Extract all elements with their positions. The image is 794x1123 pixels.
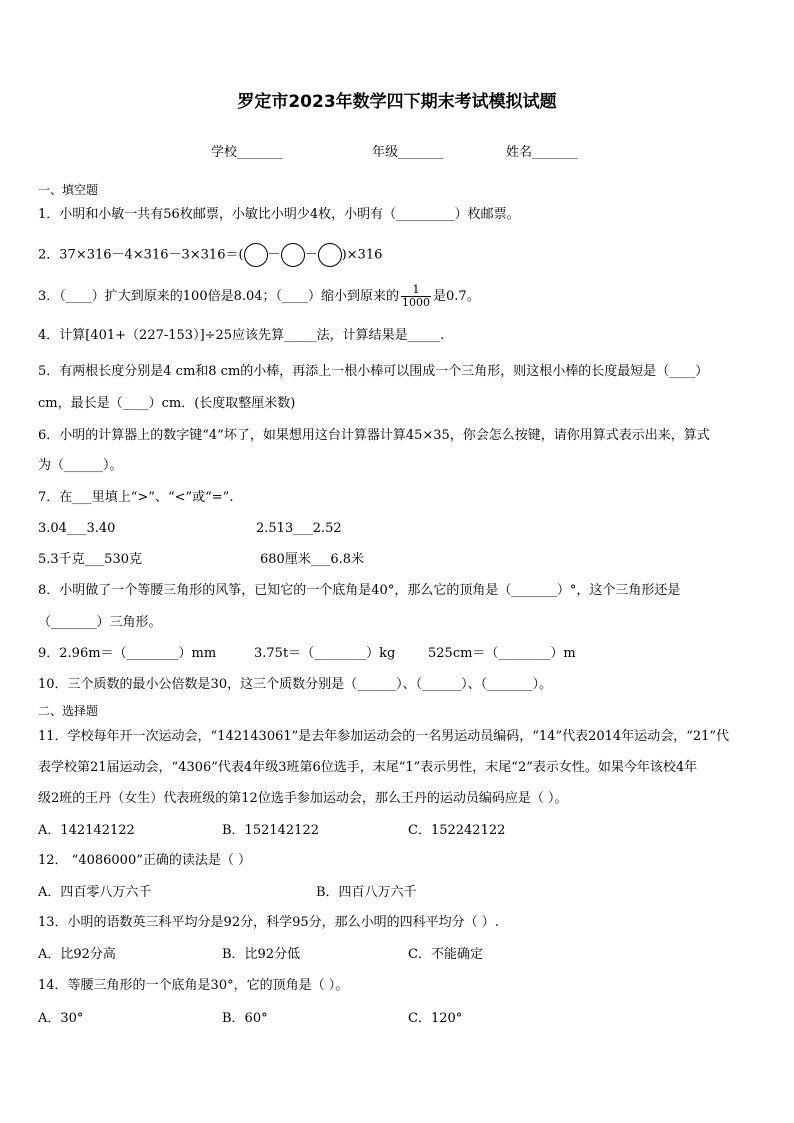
question-14-option-a: A．30° <box>38 1011 84 1026</box>
page-title: 罗定市2023年数学四下期末考试模拟试题 <box>237 92 557 112</box>
section-heading-fill-in: 一、填空题 <box>38 183 99 197</box>
question-6-line-2: 为（______）。 <box>38 458 123 473</box>
question-10: 10．三个质数的最小公倍数是30，这三个质数分别是（______）、（______）、（_______）。 <box>38 677 553 692</box>
question-12-option-b: B．四百八万六千 <box>316 885 417 900</box>
answer-circle-1 <box>244 243 268 267</box>
question-11-option-b: B．152142122 <box>222 823 319 838</box>
question-13-option-c: C．不能确定 <box>408 947 483 962</box>
question-8-line-1: 8．小明做了一个等腰三角形的风筝，已知它的一个底角是40°，那么它的顶角是（_______）°，这个三角形还是 <box>38 583 681 598</box>
question-11-line-1: 11．学校每年开一次运动会，“142143061”是去年参加运动会的一名男运动员编码，“14”代表2014年运动会，“21”代 <box>38 729 730 744</box>
fraction <box>401 284 431 309</box>
question-7-item-d: 680厘米___6.8米 <box>260 552 364 567</box>
question-2 <box>38 243 382 267</box>
school-field: 学校_______ <box>211 145 283 160</box>
question-11-line-2: 表学校第21届运动会，“4306”代表4年级3班第6位选手，末尾“1”表示男性，末尾“2”表示女性。如果今年该校4年 <box>38 760 698 775</box>
question-12-option-a: A．四百零八万六千 <box>38 885 152 900</box>
question-2-prefix: 2．37×316－4×316－3×316＝( <box>38 247 244 263</box>
answer-circle-3 <box>318 243 342 267</box>
question-2-suffix: )×316 <box>341 247 383 263</box>
question-14: 14．等腰三角形的一个底角是30°，它的顶角是（ ）。 <box>38 978 349 993</box>
question-11-line-3: 级2班的王丹（女生）代表班级的第12位选手参加运动会，那么王丹的运动员编码应是（ ）。 <box>38 791 568 806</box>
question-9-part-a: 9．2.96m＝（________）mm <box>38 646 217 661</box>
question-3 <box>38 284 480 309</box>
question-5-line-1: 5．有两根长度分别是4 cm和8 cm的小棒，再添上一根小棒可以围成一个三角形，则这根小棒的长度最短是（____） <box>38 364 709 379</box>
question-1: 1．小明和小敏一共有56枚邮票，小敏比小明少4枚，小明有（_________）枚邮票。 <box>38 207 520 222</box>
question-11-option-c: C．152242122 <box>408 823 506 838</box>
question-14-option-b: B．60° <box>222 1011 268 1026</box>
fraction-numerator: 1 <box>401 284 431 297</box>
question-13-option-b: B．比92分低 <box>222 947 301 962</box>
question-7: 7．在___里填上“>”、“<”或“=”. <box>38 490 234 505</box>
question-13-option-a: A．比92分高 <box>38 947 116 962</box>
answer-circle-2 <box>281 243 305 267</box>
question-7-item-c: 5.3千克___530克 <box>38 552 142 567</box>
question-11-option-a: A．142142122 <box>38 823 135 838</box>
fraction-denominator: 1000 <box>402 296 431 309</box>
question-9-part-c: 525cm＝（________）m <box>428 646 576 661</box>
minus-sign: － <box>267 247 281 263</box>
question-14-option-c: C．120° <box>408 1011 463 1026</box>
grade-field: 年级_______ <box>372 145 444 160</box>
question-4: 4．计算[401+（227-153）]÷25应该先算_____法，计算结果是_____. <box>38 328 445 343</box>
question-6-line-1: 6．小明的计算器上的数字键“4”坏了，如果想用这台计算器计算45×35，你会怎么按键，请你用算式表示出来，算式 <box>38 428 710 443</box>
question-8-line-2: （_______）三角形。 <box>38 615 162 630</box>
question-9-part-b: 3.75t＝（________）kg <box>254 646 396 661</box>
minus-sign: － <box>304 247 318 263</box>
question-13: 13．小明的语数英三科平均分是92分，科学95分，那么小明的四科平均分（ ）. <box>38 915 499 930</box>
question-3-text: 3．（____）扩大到原来的100倍是8.04；（____）缩小到原来的 <box>38 289 400 304</box>
question-5-line-2: cm，最长是（____）cm．(长度取整厘米数) <box>38 396 296 411</box>
question-3-tail: 是0.7。 <box>433 289 480 304</box>
question-12: 12． “4086000”正确的读法是（ ） <box>38 853 251 868</box>
question-7-item-b: 2.513___2.52 <box>256 521 342 536</box>
section-heading-choice: 二、选择题 <box>38 704 99 718</box>
name-field: 姓名_______ <box>506 145 578 160</box>
question-7-item-a: 3.04___3.40 <box>38 521 116 536</box>
